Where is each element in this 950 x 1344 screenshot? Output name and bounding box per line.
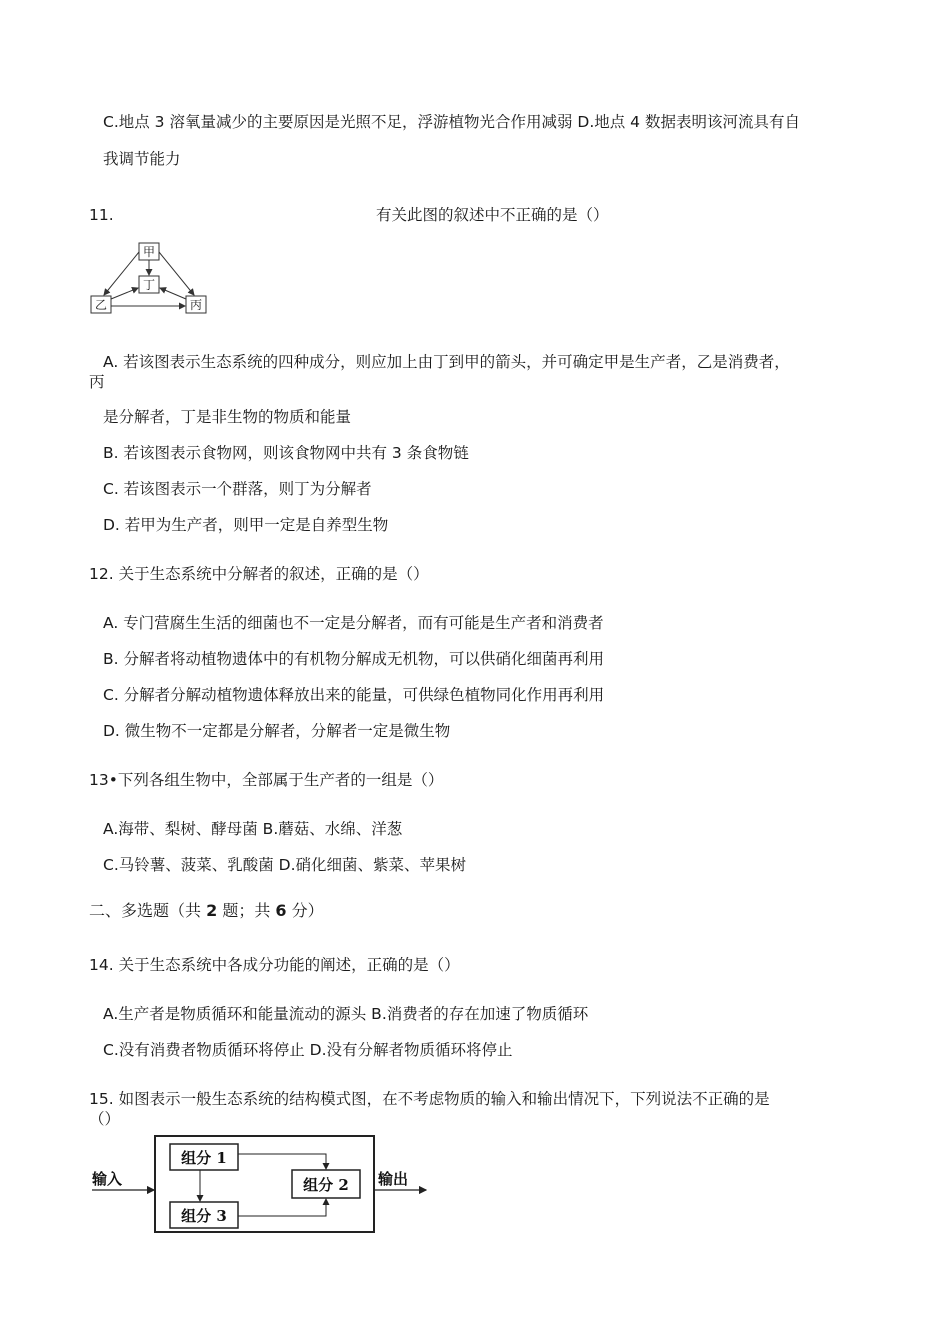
q15-stem: 15. 如图表示一般生态系统的结构模式图，在不考虑物质的输入和输出情况下，下列说法不正确的是 [89, 1090, 770, 1108]
q15-stem-wrap: （） [89, 1110, 121, 1128]
q10-option-cd: C.地点 3 溶氧量减少的主要原因是光照不足，浮游植物光合作用减弱 D.地点 4 数据表明该河流具有自 [103, 113, 800, 131]
q14-stem: 14. 关于生态系统中各成分功能的阐述，正确的是（） [89, 956, 460, 974]
q11-option-a-wrap: 丙 [89, 373, 105, 391]
input-label: 输入 [92, 1170, 123, 1188]
q14-options-cd: C.没有消费者物质循环将停止 D.没有分解者物质循环将停止 [103, 1041, 513, 1059]
q10-option-d-continued: 我调节能力 [103, 150, 181, 168]
q13-options-cd: C.马铃薯、菠菜、乳酸菌 D.硝化细菌、紫菜、苹果树 [103, 856, 467, 874]
q15-diagram [88, 1132, 433, 1236]
label-ding: 丁 [142, 278, 156, 292]
arrow-jia-yi [104, 252, 139, 295]
output-label: 输出 [378, 1170, 409, 1188]
q11-diagram [86, 238, 212, 320]
q11-option-b: B. 若该图表示食物网，则该食物网中共有 3 条食物链 [103, 444, 469, 462]
q11-option-d: D. 若甲为生产者，则甲一定是自养型生物 [103, 516, 389, 534]
q12-option-b: B. 分解者将动植物遗体中的有机物分解成无机物，可以供硝化细菌再利用 [103, 650, 604, 668]
q11-option-c: C. 若该图表示一个群落，则丁为分解者 [103, 480, 372, 498]
q11-option-a: A. 若该图表示生态系统的四种成分，则应加上由丁到甲的箭头，并可确定甲是生产者，乙是消费者， [103, 353, 790, 371]
q14-options-ab: A.生产者是物质循环和能量流动的源头 B.消费者的存在加速了物质循环 [103, 1005, 589, 1023]
q13-stem: 13•下列各组生物中，全部属于生产者的一组是（） [89, 771, 444, 789]
label-jia: 甲 [142, 245, 156, 259]
component-3-label: 组分 3 [181, 1207, 227, 1225]
q12-option-d: D. 微生物不一定都是分解者，分解者一定是微生物 [103, 722, 451, 740]
label-bing: 丙 [189, 298, 203, 312]
arrow-comp1-comp2 [238, 1154, 326, 1169]
q12-stem: 12. 关于生态系统中分解者的叙述，正确的是（） [89, 565, 429, 583]
arrow-yi-ding [111, 288, 138, 299]
arrow-jia-bing [159, 252, 194, 295]
component-2-label: 组分 2 [303, 1176, 349, 1194]
q12-option-a: A. 专门营腐生生活的细菌也不一定是分解者，而有可能是生产者和消费者 [103, 614, 604, 632]
arrow-comp3-comp2 [238, 1199, 326, 1216]
section-heading-multiple-choice: 二、多选题（共 2 题；共 6 分） [89, 901, 324, 920]
label-yi: 乙 [94, 298, 108, 312]
arrow-bing-ding [160, 288, 186, 299]
q11-number: 11. [89, 206, 114, 224]
q12-option-c: C. 分解者分解动植物遗体释放出来的能量，可供绿色植物同化作用再利用 [103, 686, 605, 704]
component-1-label: 组分 1 [181, 1149, 227, 1167]
q13-options-ab: A.海带、梨树、酵母菌 B.蘑菇、水绵、洋葱 [103, 820, 403, 838]
q11-stem: 有关此图的叙述中不正确的是（） [376, 206, 609, 224]
q11-option-a-continued: 是分解者，丁是非生物的物质和能量 [103, 408, 352, 426]
